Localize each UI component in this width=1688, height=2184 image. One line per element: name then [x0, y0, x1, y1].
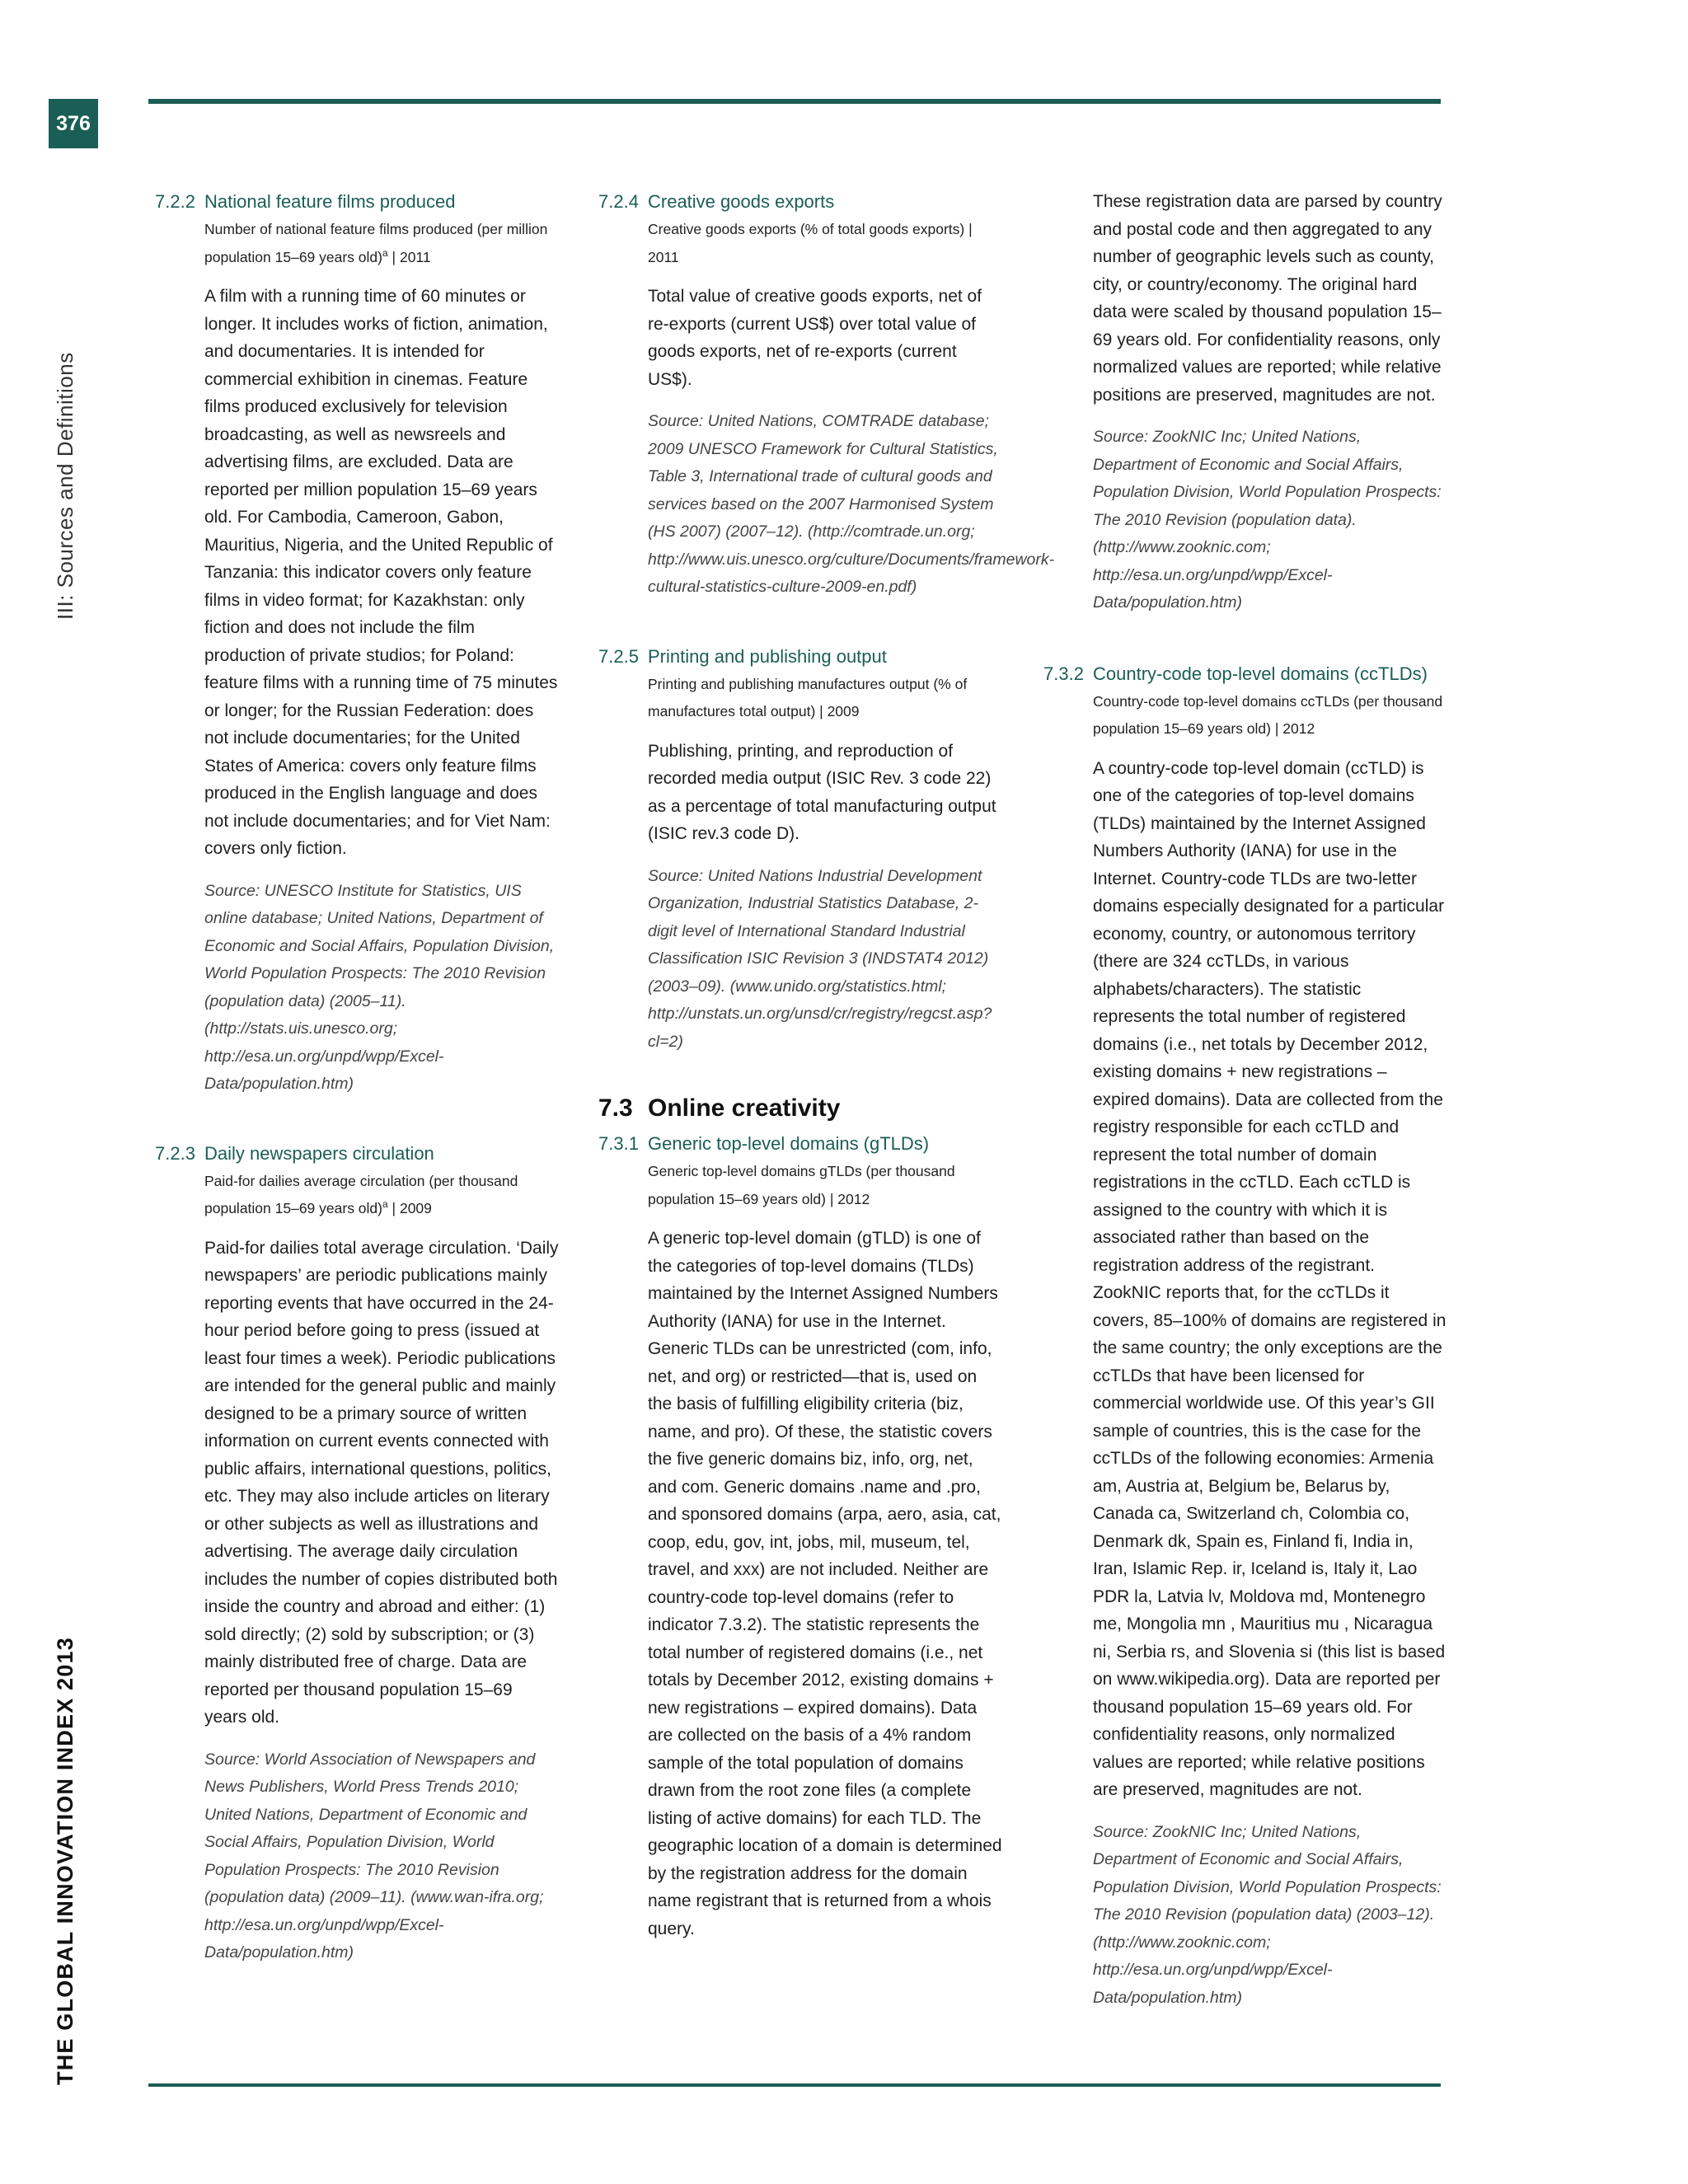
- entry-body: Publishing, printing, and reproduction of recorded media output (ISIC Rev. 3 code 22) as a percentage of total manufacturing output (ISIC rev.3 code D).: [648, 741, 996, 843]
- entry-meta: Creative goods exports (% of total goods exports) | 2011: [648, 221, 973, 265]
- entry-number: 7.2.5: [598, 645, 639, 667]
- entry-7-3-1: [598, 1130, 1002, 1943]
- top-rule: [148, 99, 1441, 104]
- entry-body: A country-code top-level domain (ccTLD) is one of the categories of top-level domains (TLDs) maintained by the Internet Assigned Numbers Authority (IANA) for use in the Internet. Country-code TLDs are two-letter domains especially designated for a particular economy, country, or autonomous territory (there are 324 ccTLDs, in various alphabets/characters). The statistic represents the total number of registered domains (i.e., net totals by December 2012, existing domains + new registrations – expired domains). Data are collected from the registry responsible for each ccTLD and represent the total number of domain registrations in the ccTLD. Each ccTLD is assigned to the country with which it is associated rather than based on the registration address of the registrant. ZookNIC reports that, for the ccTLDs it covers, 85–100% of domains are registered in the same country; the only exceptions are the ccTLDs that have been licensed for commercial worldwide use. Of this year’s GII sample of countries, this is the case for the ccTLDs of the following economies: Armenia am, Austria at, Belgium be, Belarus by, Canada ca, Switzerland ch, Colombia co, Denmark dk, Spain es, Finland fi, India in, Iran, Islamic Rep. ir, Iceland is, Italy it, Lao PDR la, Latvia lv, Moldova md, Montenegro me, Mongolia mn , Mauritius mu , Nicaragua ni, Serbia rs, and Slovenia si (this list is based on www.wikipedia.org). Data are reported per thousand population 15–69 years old. For confidentiality reasons, only normalized values are reported; while relative positions are preserved, magnitudes are not.: [1093, 758, 1447, 1799]
- entry-meta: Paid-for dailies average circulation (per thousand population 15–69 years old)$^a$ | 2009: [204, 1172, 518, 1216]
- entry-body: Paid-for dailies total average circulation. ‘Daily newspapers’ are periodic publications mainly reporting events that have occurred in the 24-hour period before going to press (issued at least four times a week). Periodic publications are intended for the general public and mainly designed to be a primary source of written information on current events connected with public affairs, international questions, politics, etc. They may also include articles on literary or other subjects as well as illustrations and advertising. The average daily circulation includes the number of copies distributed both inside the country and abroad and either: (1) sold directly; (2) sold by subscription; or (3) mainly distributed free of charge. Data are reported per thousand population 15–69 years old.: [204, 1238, 559, 1727]
- section-7-3-heading: [598, 1092, 1002, 1125]
- page-number: 376: [49, 99, 98, 148]
- entry-body: A generic top-level domain (gTLD) is one of the categories of top-level domains (TLDs) maintained by the Internet Assigned Numbers Authority (IANA) for use in the Internet. Generic TLDs can be unrestricted (com, info, net, and org) or restricted—that is, used on the basis of fulfilling eligibility criteria (biz, name, and pro). Of these, the statistic covers the five generic domains biz, info, org, net, and com. Generic domains .name and .pro, and sponsored domains (arpa, aero, asia, cat, coop, edu, gov, int, jobs, mil, museum, tel, travel, and xxx) are not included. Neither are country-code top-level domains (refer to indicator 7.3.2). The statistic represents the total number of registered domains (i.e., net totals by December 2012, existing domains + new registrations – expired domains). Data are collected on the basis of a 4% random sample of the total population of domains drawn from the root zone files (a complete listing of active domains) for each TLD. The geographic location of a domain is determined by the registration address for the domain name registrant that is returned from a whois query.: [648, 1229, 1002, 1938]
- entry-source: Source: UNESCO Institute for Statistics, UIS online database; United Nations, Department of Economic and Social Affairs, Population Division, World Population Prospects: The 2010 Revision (population data) (2005–11). (http://stats.uis.unesco.org; http://esa.un.org/unpd/wpp/Excel-Data/population.htm): [204, 881, 555, 1093]
- entry-meta: Generic top-level domains gTLDs (per thousand population 15–69 years old) | 2012: [648, 1163, 955, 1207]
- entry-number: 7.2.2: [155, 191, 195, 212]
- entry-meta: Printing and publishing manufactures output (% of manufactures total output) | 2009: [648, 675, 968, 719]
- section-title: Online creativity: [648, 1094, 841, 1122]
- section-number: 7.3: [598, 1094, 633, 1122]
- entry-body: A film with a running time of 60 minutes or longer. It includes works of fiction, animation, and documentaries. It is intended for commercial exhibition in cinemas. Feature films produced exclusively for television broadcasting, as well as newsreels and advertising films, are excluded. Data are reported per million population 15–69 years old. For Cambodia, Cameroon, Gabon, Mauritius, Nigeria, and the United Republic of Tanzania: this indicator covers only feature films in video format; for Kazakhstan: only fiction and does not include the film production of private studios; for Poland: feature films with a running time of 75 minutes or longer; for the Russian Federation: does not include documentaries; for the United States of America: covers only feature films produced in the English language and does not include documentaries; and for Viet Nam: covers only fiction.: [204, 287, 558, 858]
- entry-number: 7.2.3: [155, 1142, 195, 1164]
- column-1: [155, 188, 559, 1967]
- publication-title: THE GLOBAL INNOVATION INDEX 2013: [53, 1637, 77, 2085]
- entry-source: Source: World Association of Newspapers and News Publishers, World Press Trends 2010; United Nations, Department of Economic and Social Affairs, Population Division, World Population Prospects: The 2010 Revision (population data) (2009–11). (www.wan-ifra.org; http://esa.un.org/unpd/wpp/Excel-Data/population.htm): [204, 1750, 544, 1961]
- entry-number: 7.3.1: [598, 1133, 639, 1154]
- entry-title: Creative goods exports: [648, 191, 835, 212]
- section-label: III: Sources and Definitions: [53, 352, 77, 620]
- entry-meta: Country-code top-level domains ccTLDs (per thousand population 15–69 years old) | 2012: [1093, 692, 1443, 737]
- entry-title: National feature films produced: [204, 191, 456, 212]
- entry-source: Source: United Nations, COMTRADE database; 2009 UNESCO Framework for Cultural Statistics, Table 3, International trade of cultural goods and services based on the 2007 Harmonised System (HS 2007) (2007–12). (http://comtrade.un.org; http://www.uis.unesco.org/culture/Documents/framework-cultural-statistics-culture-2009-en.pdf): [648, 412, 1055, 596]
- column-2: [598, 188, 1055, 1943]
- entry-source: Source: United Nations Industrial Development Organization, Industrial Statistics Database, 2-digit level of International Standard Industrial Classification ISIC Revision 3 (INDSTAT4 2012) (2003–09). (www.unido.org/statistics.html; http://unstats.un.org/unsd/cr/registry/regcst.asp?cl=2): [648, 866, 992, 1051]
- continued-body: These registration data are parsed by country and postal code and then aggregated to any number of geographic levels such as county, city, or country/economy. The original hard data were scaled by thousand population 15–69 years old. For confidentiality reasons, only normalized values are reported; while relative positions are preserved, magnitudes are not.: [1093, 192, 1442, 405]
- entry-7-2-4: [598, 188, 1055, 602]
- entry-7-3-2: [1043, 660, 1447, 2013]
- entry-number: 7.3.2: [1043, 663, 1084, 684]
- column-3: [1043, 188, 1447, 2012]
- entry-source: Source: ZookNIC Inc; United Nations, Department of Economic and Social Affairs, Population Division, World Population Prospects: The 2010 Revision (population data) (2003–12). (http://www.zooknic.com; http://esa.un.org/unpd/wpp/Excel-Data/population.htm): [1093, 1822, 1442, 2007]
- bottom-rule: [148, 2083, 1441, 2087]
- entry-7-2-2: [155, 188, 559, 1099]
- entry-7-2-5: [598, 643, 1002, 1057]
- entry-title: Daily newspapers circulation: [204, 1142, 434, 1164]
- entry-number: 7.2.4: [598, 191, 639, 212]
- entry-title: Country-code top-level domains (ccTLDs): [1093, 663, 1428, 684]
- entry-meta: Number of national feature films produced (per million population 15–69 years old)$^a$ | 2011: [204, 221, 548, 265]
- entry-title: Generic top-level domains (gTLDs): [648, 1133, 930, 1154]
- entry-7-2-3: [155, 1140, 559, 1967]
- entry-body: Total value of creative goods exports, net of re-exports (current US$) over total value of goods exports, net of re-exports (current US$).: [648, 287, 982, 389]
- continued-source: Source: ZookNIC Inc; United Nations, Department of Economic and Social Affairs, Population Division, World Population Prospects: The 2010 Revision (population data). (http://www.zooknic.com; http://esa.un.org/unpd/wpp/Excel-Data/population.htm): [1093, 428, 1442, 612]
- entry-title: Printing and publishing output: [648, 645, 887, 667]
